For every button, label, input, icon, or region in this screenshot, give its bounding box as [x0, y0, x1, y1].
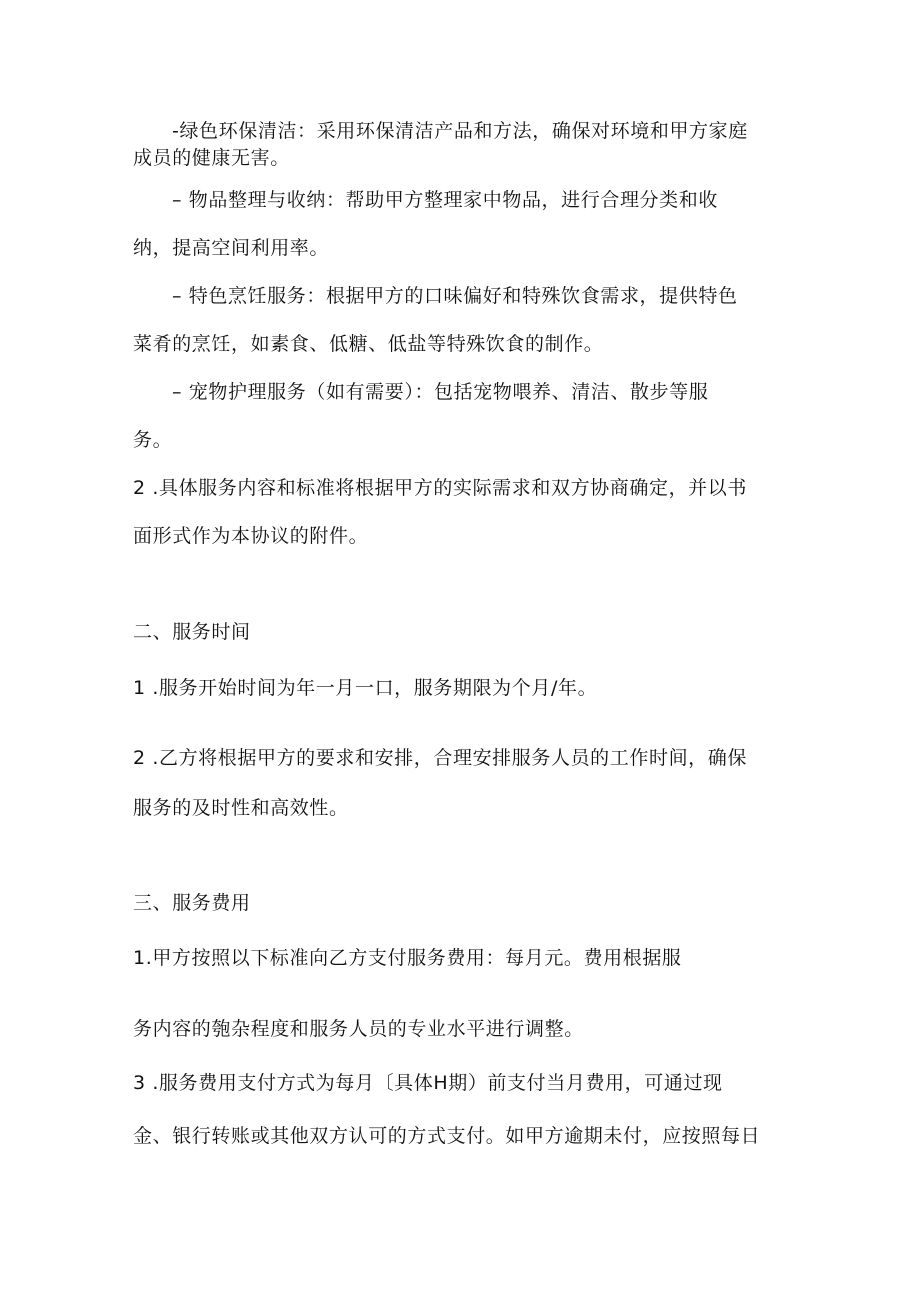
paragraph-line: 3 .服务费用支付方式为每月〔具体H期）前支付当月费用，可通过现 — [133, 1072, 723, 1094]
paragraph-line: 菜肴的烹饪，如素食、低糖、低盐等特殊饮食的制作。 — [133, 333, 604, 355]
paragraph-line: 务。 — [133, 429, 173, 451]
paragraph-line: 1.甲方按照以下标准向乙方支付服务费用：每月元。费用根据服 — [133, 947, 682, 969]
paragraph-line: 纳，提高空间利用率。 — [133, 237, 330, 259]
section-heading: 三、服务费用 — [133, 892, 251, 914]
paragraph-line: 1 .服务开始时间为年一月一口，服务期限为个月/年。 — [133, 677, 598, 699]
paragraph-line: – 物品整理与收纳：帮助甲方整理家中物品，进行合理分类和收 — [172, 189, 718, 211]
paragraph-line: -绿色环保清洁：采用环保清洁产品和方法，确保对环境和甲方家庭 — [172, 120, 748, 142]
paragraph-line: 金、银行转账或其他双方认可的方式支付。如甲方逾期未付，应按照每日 — [133, 1125, 761, 1147]
paragraph-line: – 特色烹饪服务：根据甲方的口味偏好和特殊饮食需求，提供特色 — [172, 285, 738, 307]
paragraph-line: – 宠物护理服务（如有需要）：包括宠物喂养、清洁、散步等服 — [172, 381, 709, 403]
paragraph-line: 2 .乙方将根据甲方的要求和安排，合理安排服务人员的工作时间，确保 — [133, 747, 747, 769]
section-heading: 二、服务时间 — [133, 621, 251, 643]
paragraph-line: 成员的健康无害。 — [133, 147, 290, 169]
paragraph-line: 面形式作为本协议的附件。 — [133, 525, 369, 547]
paragraph-line: 服务的及时性和高效性。 — [133, 797, 349, 819]
paragraph-line: 务内容的匏杂程度和服务人员的专业水平进行调整。 — [133, 1018, 584, 1040]
paragraph-line: 2 .具体服务内容和标准将根据甲方的实际需求和双方协商确定，并以书 — [133, 477, 747, 499]
